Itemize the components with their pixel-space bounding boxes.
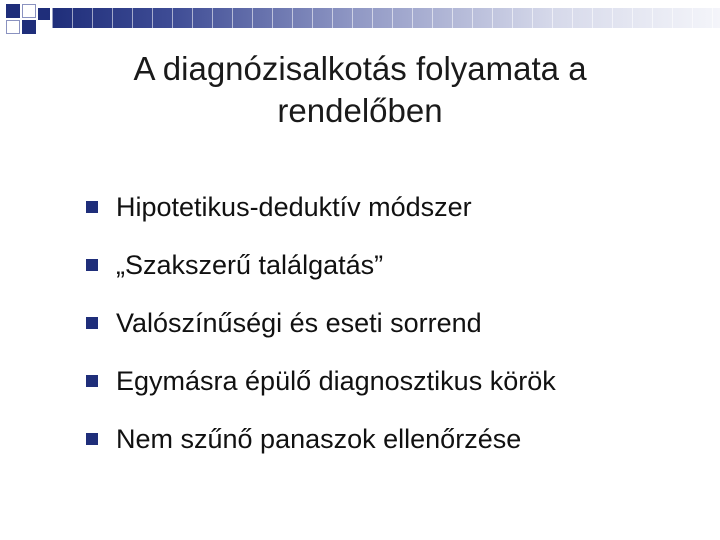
square-bullet-icon (86, 375, 98, 387)
bullet-text: Hipotetikus-deduktív módszer (116, 191, 472, 222)
title-line-2: rendelőben (277, 92, 443, 129)
title-line-1: A diagnózisalkotás folyamata a (133, 50, 587, 87)
square-bullet-icon (86, 317, 98, 329)
square-bullet-icon (86, 433, 98, 445)
list-item (86, 294, 556, 352)
list-item (86, 410, 556, 468)
decor-square-icon (6, 4, 20, 18)
bullet-text: Nem szűnő panaszok ellenőrzése (116, 423, 522, 454)
square-bullet-icon (86, 259, 98, 271)
header-grid-pattern (52, 8, 720, 28)
decor-square-icon (38, 8, 50, 20)
header-decoration (0, 0, 720, 36)
list-item (86, 352, 556, 410)
bullet-text: Valószínűségi és eseti sorrend (116, 307, 482, 338)
decor-square-icon (6, 20, 20, 34)
bullet-text: Egymásra épülő diagnosztikus körök (116, 365, 556, 396)
list-item (86, 178, 556, 236)
decor-square-icon (22, 20, 36, 34)
bullet-list (86, 178, 556, 468)
bullet-text: „Szakszerű találgatás” (116, 249, 384, 280)
decor-square-icon (22, 4, 36, 18)
list-item (86, 236, 556, 294)
square-bullet-icon (86, 201, 98, 213)
slide-title (60, 48, 660, 132)
